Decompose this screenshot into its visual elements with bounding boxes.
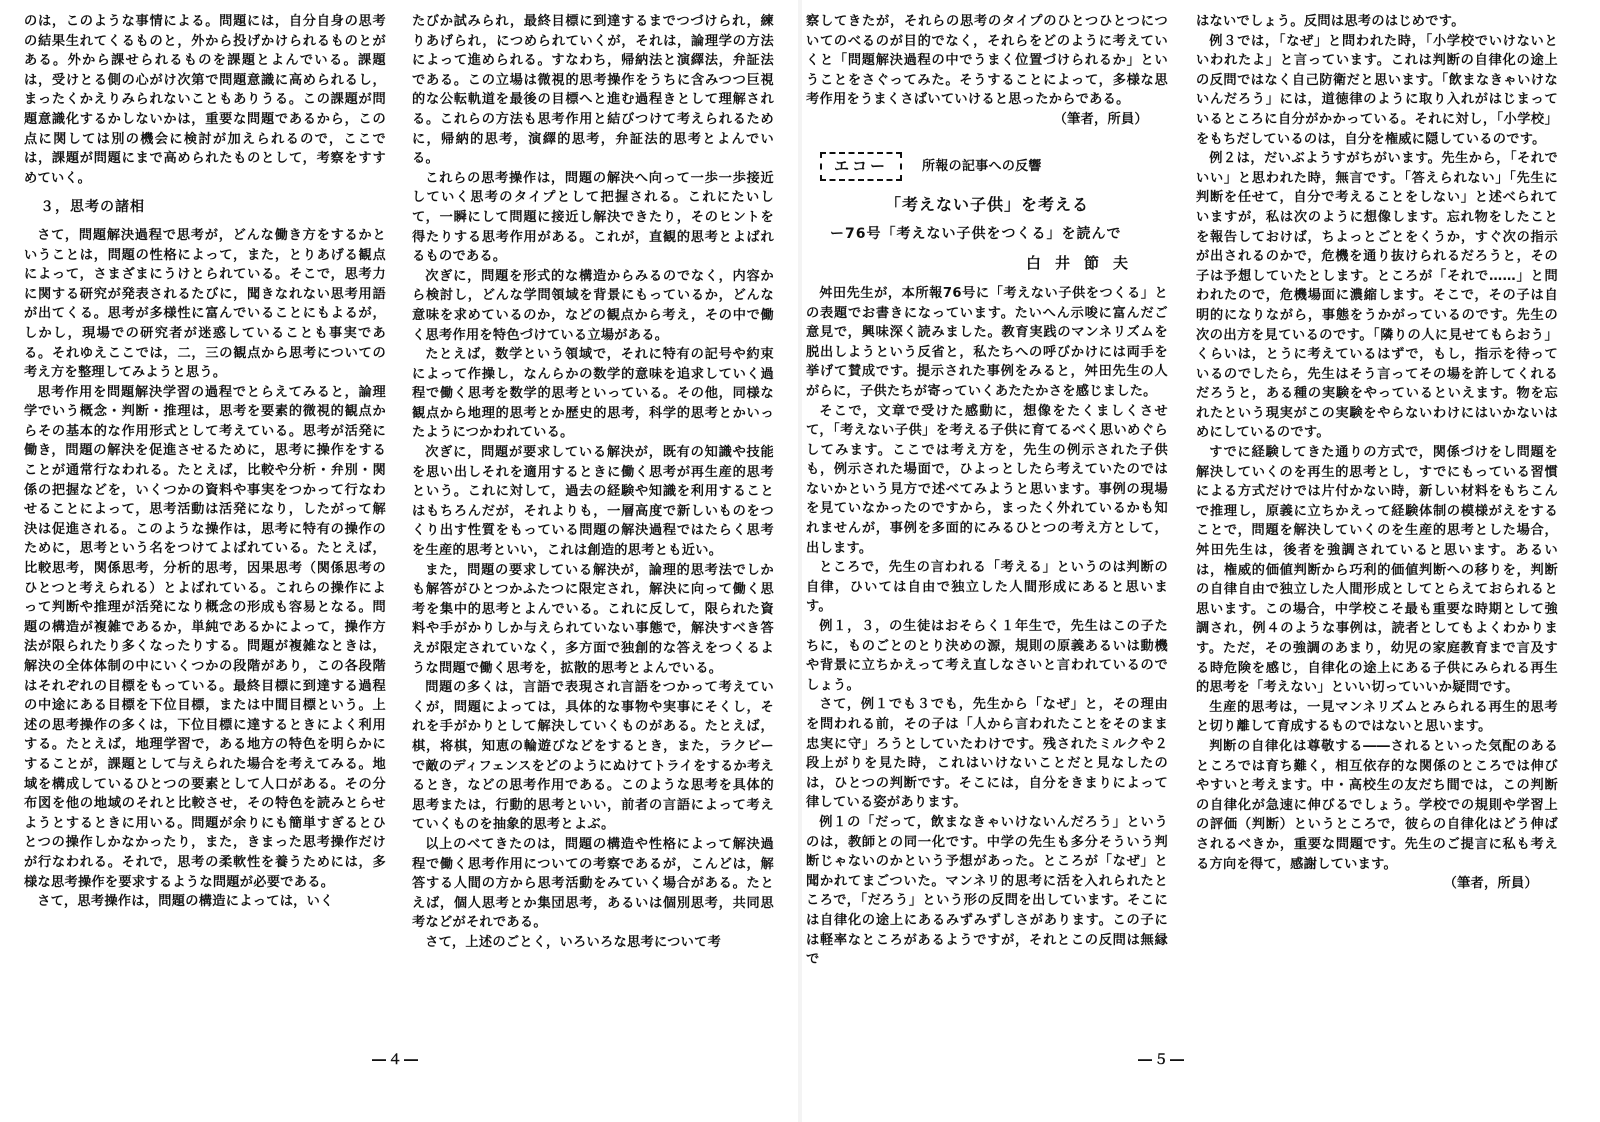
paragraph: また，問題の要求している解決が，論理的思考法でしかも解答がひとつかふたつに限定され，解決に向って働く思考を集中的思考とよんでいる。これに反して，限られた資料や手がかりしか与えられていない事態で，解決すべき答えが限定されていなく，多方面で独創的な答えをつくるような問題で働く思考を，拡散的思考とよんでいる。 [412, 562, 774, 676]
paragraph: 次ぎに，問題が要求している解決が，既有の知識や技能を思い出しそれを適用するときに働く思考が再生産的思考という。これに対して，過去の経験や知識を利用することはもちろんだが，それよりも，一層高度で新しいものをつくり出す性質をもっている問題の解決過程ではたらく思考を生産的思考といい，これは創造的思考とも近い。 [412, 445, 774, 559]
paragraph: 判断の自律化は尊敬する――されるといった気配のあるところでは育ち難く，相互依存的な関係のところでは伸びやすいと考えます。中・高校生の友だち間では，この判断の自律化が急速に伸びるでしょう。学校での規則や学習上の評価（判断）というところで，彼らの自律化はどう伸ばされるべきか，重要な問題です。先生のご提言に私も考える方向を得て，感謝しています。 [1196, 738, 1558, 872]
paragraph: 生産的思考は，一見マンネリズムとみられる再生的思考と切り離して育成するものではないと思います。 [1196, 699, 1558, 735]
paragraph: これらの思考操作は，問題の解決へ向って一歩一歩接近していく思考のタイプとして把握される。これにたいして，一瞬にして問題に接近し解決できたり，そのヒントを得たりする思考作用がある。これが，直観的思考とよばれるものである。 [412, 170, 774, 265]
page-number: ―５― [1138, 1052, 1186, 1068]
paragraph: さて，問題解決過程で思考が，どんな働き方をするかということは，問題の性格によって，また，とりあげる観点によって，さまざまにうけとられている。そこで，思考力に関する研究が発表されるたびに，聞きなれない思考用語が出てくる。思考が多様性に富んでいることにもよるが，しかし，現場での研究者が迷惑していることも事実である。それゆえここでは，二，三の観点から思考についての考え方を整理してみようと思う。 [24, 227, 386, 381]
right-page [800, 0, 1600, 1122]
paragraph: のは，このような事情による。問題には，自分自身の思考の結果生れてくるものと，外から投げかけられるものとがある。外から課せられるものを課題とよんでいる。課題は，受けとる側の心がけ次第で問題意識に高められるし，まったくかえりみられないこともありうる。この課題が問題意識化するかしないかは，重要な問題であるから，この点に関しては別の機会に検討が加えられるので，ここでは，課題が問題にまで高められたものとして，考察をすすめていく。 [24, 14, 386, 186]
paragraph: そこで，文章で受けた感動に，想像をたくましくさせて，「考えない子供」を考える子供に育てるべく思いめぐらしてみます。ここでは考え方を，先生の例示された子供も，例示された場面で，ひよっとしたら考えていたのではないかという見方で述べてみようと思います。事例の現場を見ていなかったのですから，まったく外れているかも知れませんが，事例を多面的にみるひとつの考え方として，出します。 [806, 403, 1168, 556]
column-1 [24, 12, 386, 912]
paragraph: 以上のべてきたのは，問題の構造や性格によって解決過程で働く思考作用についての考察であるが，こんどは，解答する人間の方から思考活動をみていく場合がある。たとえば，個人思考とか集団思考，あるいは個別思考，共同思考などがそれである。 [412, 836, 774, 931]
paragraph: 例１の「だって，飲まなきゃいけないんだろう」というのは，教師との同一化です。中学の先生も多分そういう判断じゃないのかという予想があった。ところが「なぜ」と聞かれてまごついた。マンネリ的思考に活を入れられたところで，「だろう」という形の反問を出しています。そこには自律化の途上にあるみずみずしさがあります。この子には軽率なところがあるようですが，それとこの反問は無縁で [806, 814, 1168, 968]
echo-subtitle: 所報の記事への反響 [922, 158, 1042, 174]
paragraph: すでに経験してきた通りの方式で，関係づけをし問題を解決していくのを再生的思考とし，すでにもっている習慣による方式だけでは片付かない時，新しい材料をもちこんで推理し，原義に立ちかえって経験体制の模様がえをすることで，問題を解決していくのを生産的思考とした場合，舛田先生は，後者を強調されていると思います。あるいは，権威的価値判断から巧利的価値判断への移りを，判断の自律自由で独立した人間形成としてとらえておられると思います。この場合，中学校こそ最も重要な時期として強調され，例４のような事例は，読者としてもよくわかります。ただ，その強調のあまり，幼児の家庭教育まで言及する時危険を感じ，自律化の途上にある子供にみられる再生的思考を「考えない」といい切っていいか疑問です。 [1196, 445, 1558, 696]
page-number: ―４― [372, 1052, 420, 1068]
article-subtitle: ー76号「考えない子供をつくる」を読んで [830, 225, 1122, 242]
paragraph: さて，思考操作は，問題の構造によっては，いく [37, 894, 334, 910]
paragraph: 例１，３，の生徒はおそらく１年生で，先生はこの子たちに，ものごとのとり決めの源，規則の原義あるいは動機や背景に立ちかえって考え直しなさいと言われているのでしょう。 [806, 619, 1168, 693]
paragraph: 例２は，だいぶようすがちがいます。先生から，「それでいい」と思われた時，無言です。「答えられない」「先生に判断を任せて，自分で考えることをしない」と述べられていますが，私は次のように想像します。忘れ物をしたことを報告しておけば，ちよっとごとをくうか，すぐ次の指示が出されるのかで，危機を通り抜けられるだろうと，その子は予想していたとします。ところが「それで……」と問われたので，危機場面に濃縮します。そこで，その子は自明的になりながら，事態をうかがっているのです。先生の次の出方を見ているのです。「隣りの人に見せてもらおう」くらいは，とうに考えているはずで，もし，指示を待っているのでしたら，先生はそう言ってその場を許してくれるだろうと，ある種の実験をやっているといえます。物を忘れたという現実がこの実験をやらないわけにはいかないはめにしているのです。 [1196, 151, 1558, 441]
column-3 [806, 12, 1168, 970]
paragraph: たびか試みられ，最終目標に到達するまでつづけられ，練りあげられ，につめられていくが，それは，論理学の方法によって進められる。すなわち，帰納法と演繹法，弁証法である。この立場は微視的思考操作をうちに含みつつ巨視的な公転軌道を最後の目標へと進む過程きとして理解される。これらの方法も思考作用と結びつけて考えられるために，帰納的思考，演繹的思考，弁証法的思考とよんでいる。 [412, 14, 774, 167]
paragraph: 察してきたが，それらの思考のタイプのひとつひとつについてのべるのが目的でなく，それらをどのように考えていくと「問題解決過程の中でうまく位置づけられるか」ということをさぐってみた。そうすることによって，多様な思考作用をうまくさばいていけると思ったからである。 [806, 14, 1168, 108]
column-4 [1196, 12, 1558, 894]
echo-header [820, 152, 1168, 182]
article-author: 白井節夫 [1025, 254, 1142, 273]
paragraph: 舛田先生が，本所報76号に「考えない子供をつくる」との表題でお書きになっています。たいへん示唆に富んだご意見で，興味深く読みました。教育実践のマンネリズムを脱出しようという反省と，私たちへの呼びかけには両手を挙げて賛成です。提示された事例をみると，舛田先生の人がらに，子供たちが寄っていくあたたかさを感じました。 [806, 285, 1168, 399]
paragraph: 例３では，「なぜ」と問われた時，「小学校でいけないといわれたよ」と言っています。これは判断の自律化の途上の反問ではなく自己防衛だと思います。「飲まなきゃいけないんだろう」には，道徳律のように取り入れがはじまっているところに自分がかかっている。それに対し，「小学校」をもちだしているのは，自分を権威に隠しているのです。 [1196, 33, 1558, 147]
article-title: 「考えない子供」を考える [884, 195, 1089, 215]
section-heading: ３，思考の諸相 [40, 199, 145, 216]
column-2 [412, 12, 774, 953]
paragraph: 問題の多くは，言語で表現され言語をつかって考えていくが，問題によっては，具体的な事物や実事にそくし，それを手がかりとして解決していくものがある。たとえば，棋，将棋，知恵の輪遊びなどをするとき，また，ラクビーで敵のディフェンスをどのようにぬけてトライをするか考えるとき，などの思考作用である。このような思考を具体的思考または，行動的思考といい，前者の言語によって考えていくものを抽象的思考とよぶ。 [412, 680, 774, 833]
paragraph: さて，上述のごとく，いろいろな思考について考 [425, 934, 722, 950]
echo-label: エコー [820, 152, 902, 182]
byline: （筆者，所員） [1443, 876, 1538, 892]
paragraph: ところで，先生の言われる「考える」というのは判断の自律，ひいては自由で独立した人間形成にあると思います。 [806, 560, 1168, 615]
paragraph: さて，例１でも３でも，先生から「なぜ」と，その理由を問われる前，その子は「人から言われたことをそのまま忠実に守」ろうとしていたわけです。残されたミルクや２段上がりを見た時，これはいけないことだと見なしたのは，ひとつの判断です。そこには，自分をきまりによって律している姿があります。 [806, 697, 1168, 811]
paragraph: たとえば，数学という領域で，それに特有の記号や約束によって作操し，なんらかの数学的意味を追求していく過程で働く思考を数学的思考といっている。その他，同様な観点から地理的思考とか歴史的思考，科学的思考とかいったようにつかわれている。 [412, 347, 774, 441]
paragraph: はないでしょう。反問は思考のはじめです。 [1196, 14, 1465, 29]
byline: （筆者，所員） [1053, 111, 1148, 127]
paragraph: 次ぎに，問題を形式的な構造からみるのでなく，内容から検討し，どんな学問領域を背景にもっているか，どんな意味を求めているのか，などの観点から考え，その中で働く思考作用を特色づけている立場がある。 [412, 268, 774, 343]
paragraph: 思考作用を問題解決学習の過程でとらえてみると，論理学でいう概念・判断・推理は，思考を要素的微視的観点からその基本的な作用形式として考えている。思考が活発に働き，問題の解決を促進させるために，思考に操作をすることが通常行なわれる。たとえば，比較や分析・弁別・関係の把握などを，いくつかの資料や事実をつかって行なわせることによって，思考活動は活発になり，したがって解決は促進される。このような操作は，思考に特有の操作のために，思考という名をつけてよばれている。たとえば，比較思考，関係思考，分析的思考，因果思考（関係思考のひとつと考えられる）とよばれている。これらの操作によって判断や推理が活発になり概念の形成も容易となる。問題の構造が複雑であるか，単純であるかによって，操作方法が限られたり多くなったりする。問題が複雑なときは，解決の全体体制の中にいくつかの段階があり，この各段階はそれぞれの目標をもっている。最終目標に到達する過程の中途にある目標を下位目標，または中間目標という。上述の思考操作の多くは，下位目標に達するときによく利用する。たとえば，地理学習で，ある地方の特色を明らかにすることが，課題として与えられた場合を考えてみる。地域を構成しているひとつの要素として人口がある。その分布図を他の地域のそれと比較させ，その特色を読みとらせようとするときに用いる。問題が余りにも簡単すぎるとひとつの操作しかなかったり，また，きまった思考操作だけが行なわれる。それで，思考の柔軟性を養うためには，多様な思考操作を要求するような問題が必要である。 [24, 384, 386, 890]
